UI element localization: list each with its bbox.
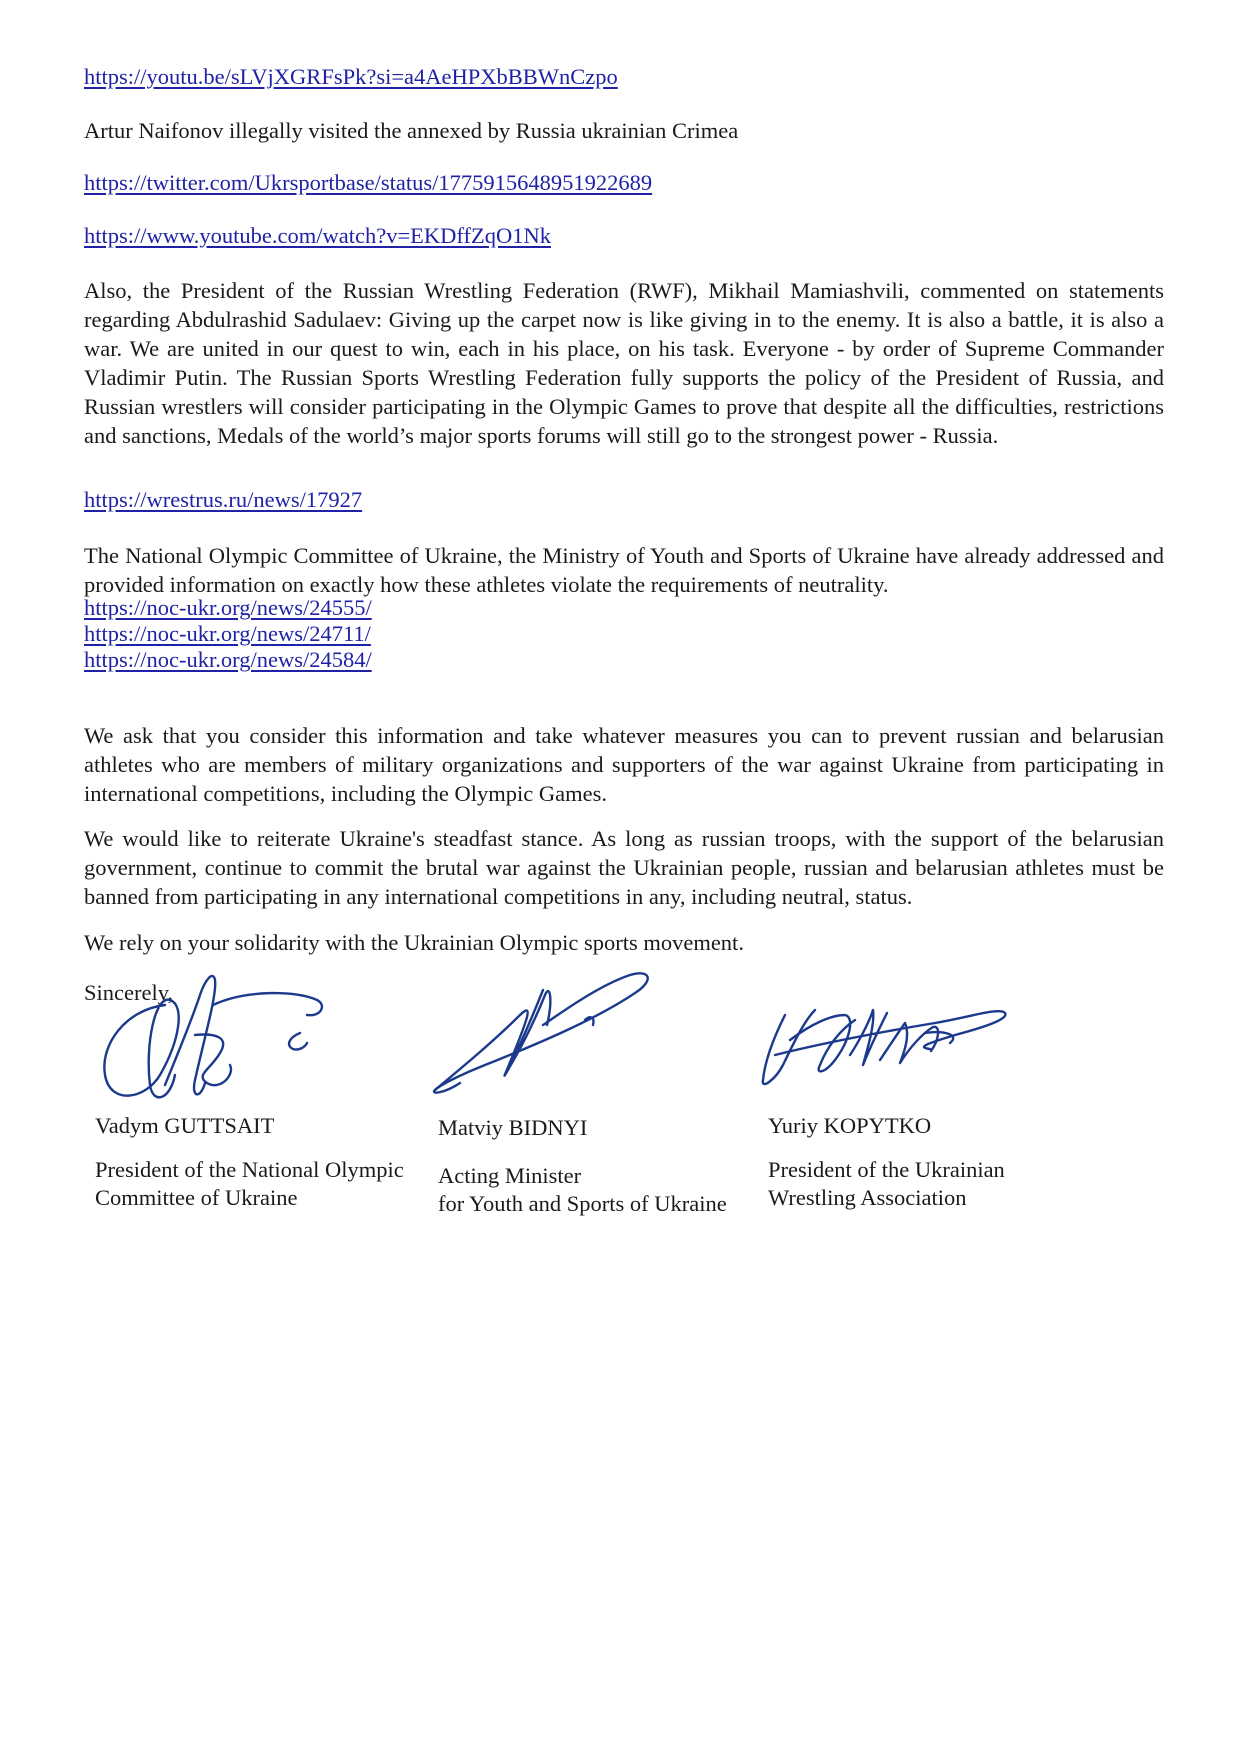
title-line: Acting Minister [438,1163,582,1188]
signatory-bidnyi [438,1114,727,1218]
signatory-name: Vadym GUTTSAIT [95,1113,275,1138]
request-paragraph: We ask that you consider this information and take whatever measures you can to prevent russian and belarusian athletes who are members of military organizations and supporters of the war against Ukraine from participating in international competitions, including the Olympic Games. [84,723,1164,806]
naifonov-statement: Artur Naifonov illegally visited the annexed by Russia ukrainian Crimea [84,118,739,143]
noc-link-3[interactable]: https://noc-ukr.org/news/24584/ [84,647,372,672]
signatory-title [95,1156,404,1212]
noc-paragraph: The National Olympic Committee of Ukraine, the Ministry of Youth and Sports of Ukraine have already addressed and provided information on exactly how these athletes violate the requirements of neutrality. [84,543,1164,597]
title-line: President of the Ukrainian [768,1157,1005,1182]
rwf-paragraph: Also, the President of the Russian Wrestling Federation (RWF), Mikhail Mamiashvili, commented on statements regarding Abdulrashid Sadulaev: Giving up the carpet now is like giving in to the enemy. It is also a battle, it is also a war. We are united in our quest to win, each in his place, on his task. Everyone - by order of Supreme Commander Vladimir Putin. The Russian Sports Wrestling Federation fully supports the policy of the President of Russia, and Russian wrestlers will consider participating in the Olympic Games to prove that despite all the difficulties, restrictions and sanctions, Medals of the world’s major sports forums will still go to the strongest power - Russia. [84,278,1164,448]
title-line: for Youth and Sports of Ukraine [438,1191,727,1216]
signature-guttsait [95,965,335,1115]
signatory-title [768,1156,1005,1212]
youtu-be-link[interactable]: https://youtu.be/sLVjXGRFsPk?si=a4AeHPXbBBWnCzpo [84,64,618,89]
stance-paragraph: We would like to reiterate Ukraine's steadfast stance. As long as russian troops, with the support of the belarusian government, continue to commit the brutal war against the Ukrainian people, russian and belarusian athletes must be banned from participating in any international competitions in any, including neutral, status. [84,826,1164,909]
signature-bidnyi [425,965,655,1105]
signatory-title [438,1162,727,1218]
signatory-guttsait [95,1112,404,1212]
youtube-link[interactable]: https://www.youtube.com/watch?v=EKDffZqO1Nk [84,223,551,248]
title-line: Wrestling Association [768,1185,967,1210]
signatory-kopytko [768,1112,1005,1212]
closing-salutation: Sincerely, [84,980,174,1005]
title-line: President of the National Olympic [95,1157,404,1182]
noc-link-2[interactable]: https://noc-ukr.org/news/24711/ [84,621,371,646]
solidarity-line: We rely on your solidarity with the Ukrainian Olympic sports movement. [84,930,744,955]
signature-kopytko [755,985,1015,1095]
signatory-name: Matviy BIDNYI [438,1115,588,1140]
wrestrus-link[interactable]: https://wrestrus.ru/news/17927 [84,487,363,512]
title-line: Committee of Ukraine [95,1185,298,1210]
noc-link-1[interactable]: https://noc-ukr.org/news/24555/ [84,595,372,620]
signatory-name: Yuriy KOPYTKO [768,1113,932,1138]
twitter-link[interactable]: https://twitter.com/Ukrsportbase/status/1775915648951922689 [84,170,653,195]
